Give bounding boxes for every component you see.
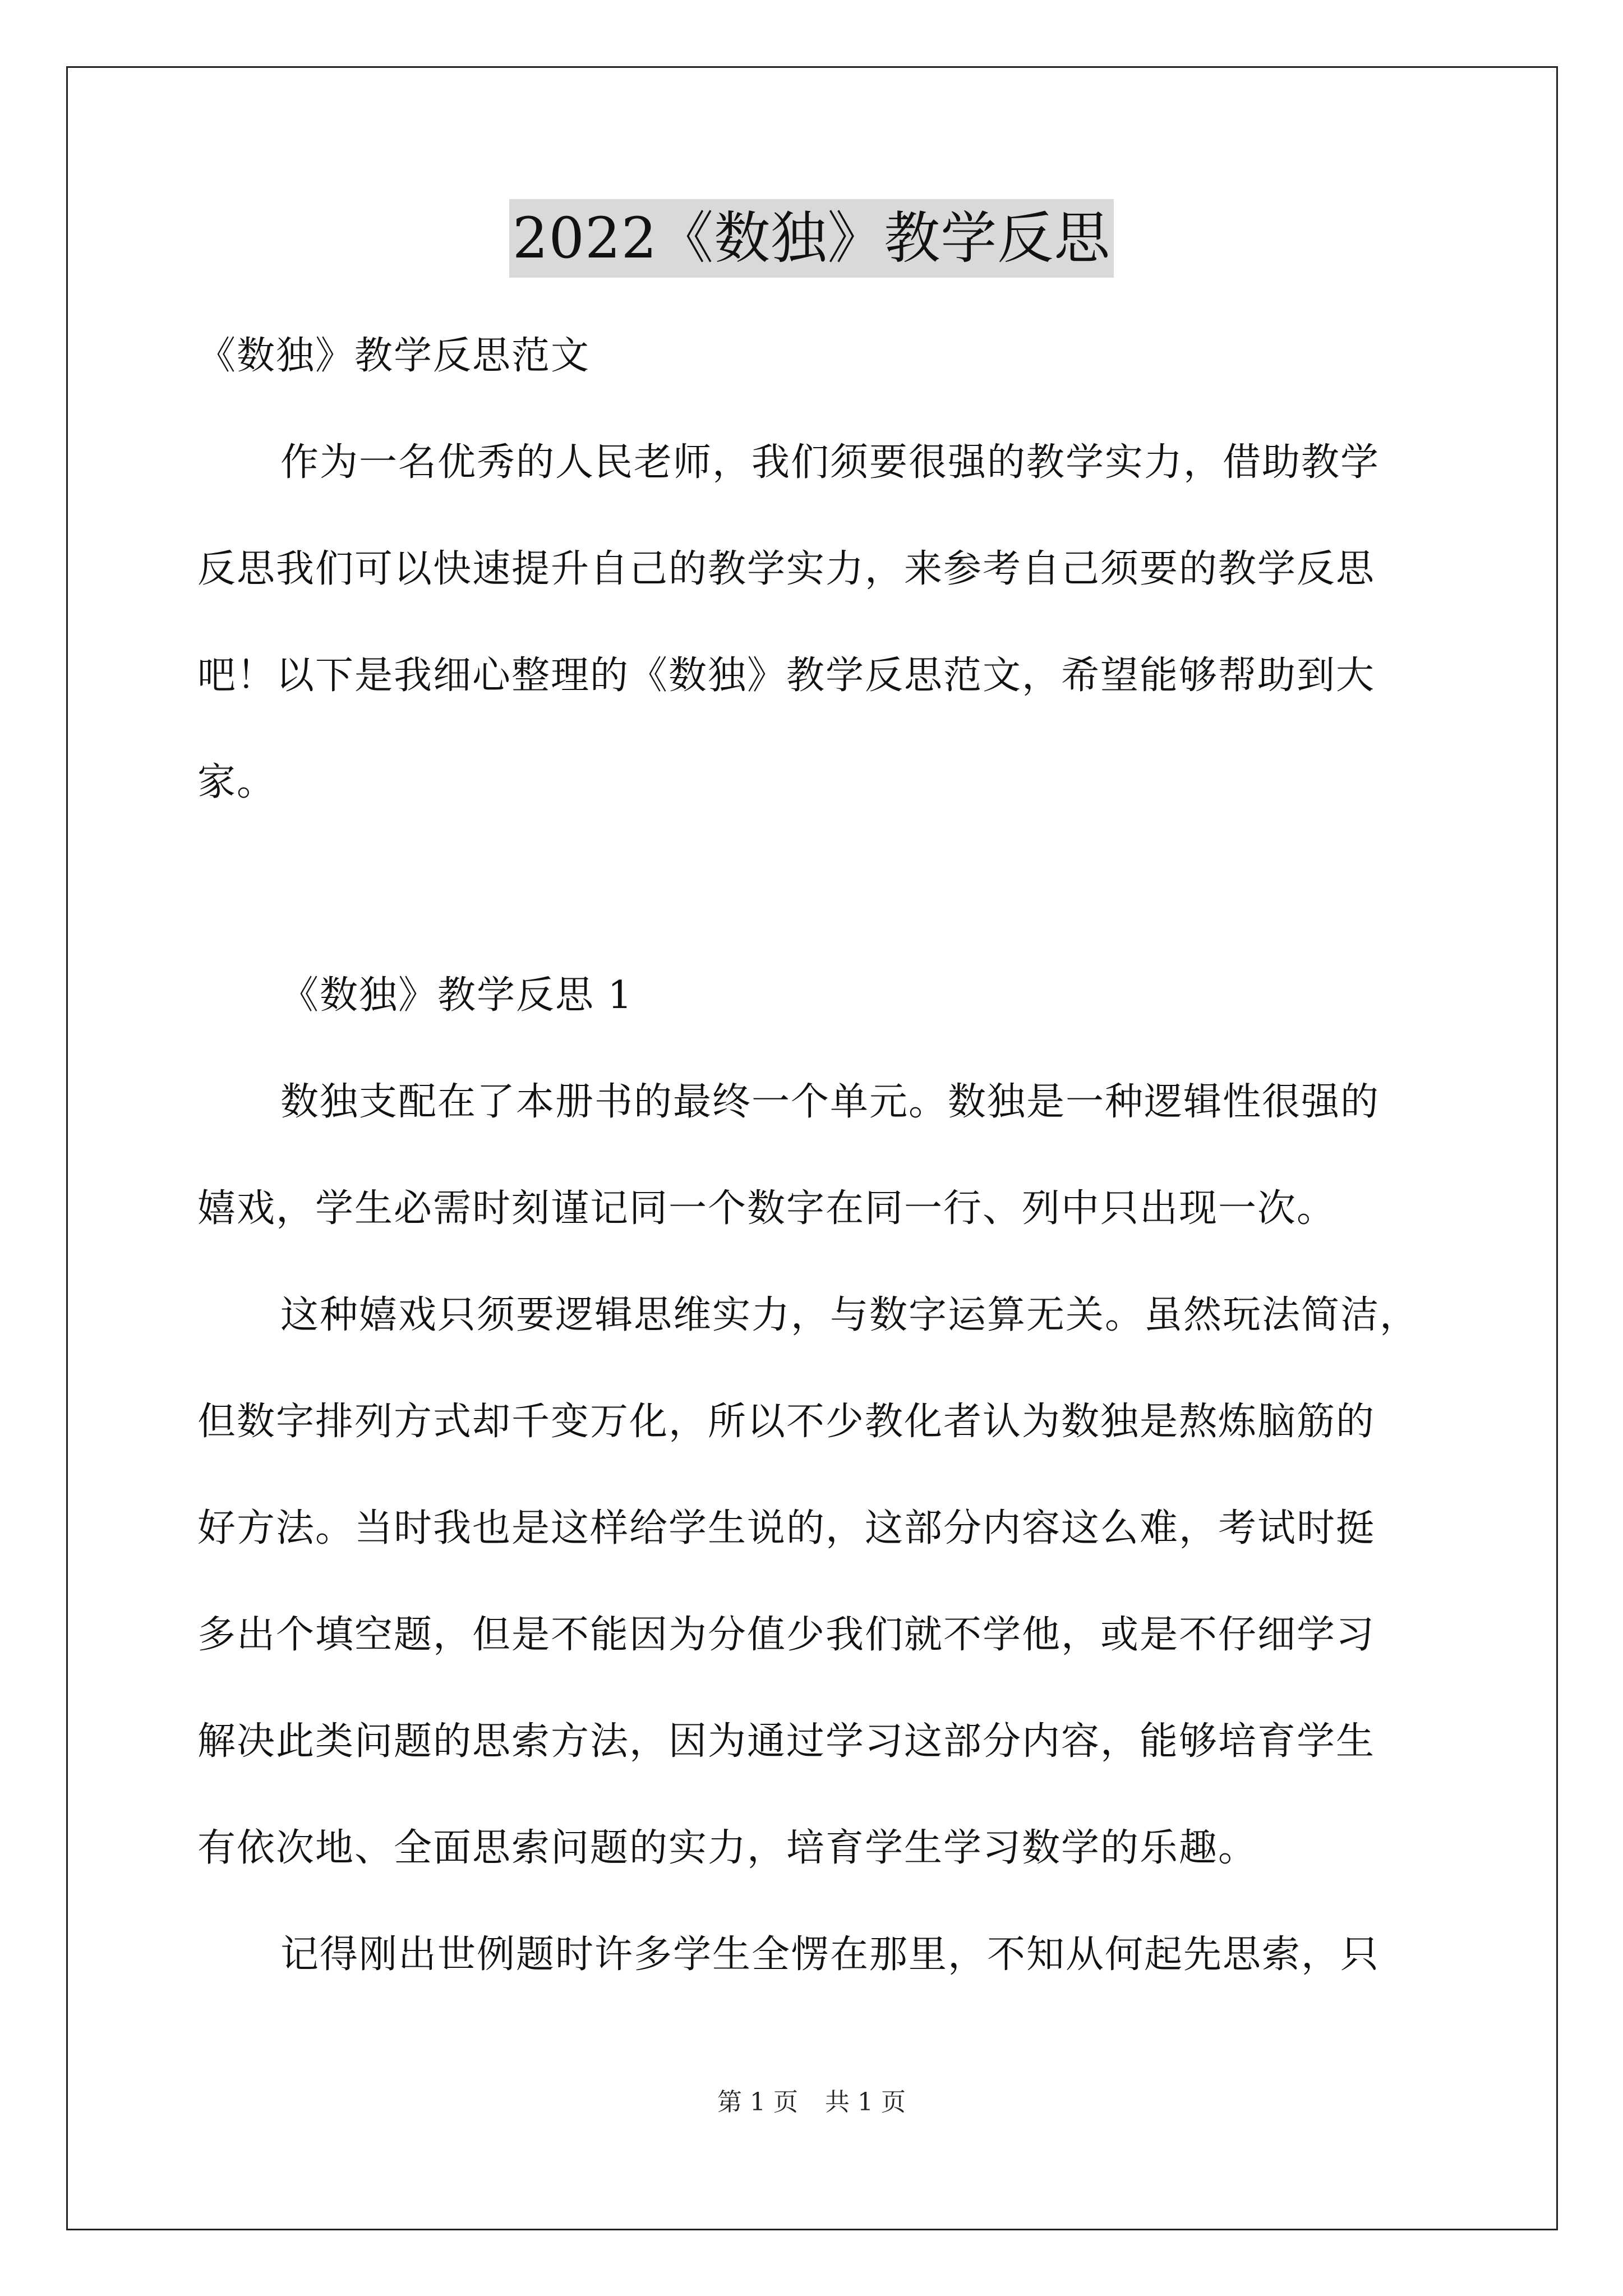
title-container: [0, 199, 1623, 278]
spacer: [197, 836, 1431, 942]
paragraph-line: 记得刚出世例题时许多学生全愣在那里，不知从何起先思索，只: [280, 1932, 1380, 1977]
page-number: 第 1 页: [717, 2088, 798, 2116]
paragraph-line: 多出个填空题，但是不能因为分值少我们就不学他，或是不仔细学习: [197, 1613, 1376, 1657]
page-footer: [0, 2086, 1623, 2119]
intro-line: 吧！以下是我细心整理的《数独》教学反思范文，希望能够帮助到大: [197, 654, 1376, 698]
paragraph-line: 嬉戏，学生必需时刻谨记同一个数字在同一行、列中只出现一次。: [197, 1186, 1336, 1231]
paragraph-line: 好方法。当时我也是这样给学生说的，这部分内容这么难，考试时挺: [197, 1506, 1376, 1550]
intro-line: 作为一名优秀的人民老师，我们须要很强的教学实力，借助教学: [280, 440, 1380, 485]
intro-line: 家。: [197, 760, 276, 804]
paragraph-line: 解决此类问题的思索方法，因为通过学习这部分内容，能够培育学生: [197, 1719, 1376, 1764]
paragraph-line: 但数字排列方式却千变万化，所以不少教化者认为数独是熬炼脑筋的: [197, 1400, 1376, 1444]
page-total: 共 1 页: [825, 2088, 906, 2116]
document-body: [197, 303, 1431, 2008]
subtitle: 《数独》教学反思范文: [197, 334, 591, 378]
intro-line: 反思我们可以快速提升自己的教学实力，来参考自己须要的教学反思: [197, 547, 1376, 591]
document-title: 2022《数独》教学反思: [509, 199, 1114, 278]
section-heading: 《数独》教学反思 1: [280, 973, 633, 1018]
paragraph-line: 这种嬉戏只须要逻辑思维实力，与数字运算无关。虽然玩法简洁，: [280, 1293, 1419, 1337]
paragraph-line: 有依次地、全面思索问题的实力，培育学生学习数学的乐趣。: [197, 1826, 1258, 1870]
paragraph-line: 数独支配在了本册书的最终一个单元。数独是一种逻辑性很强的: [280, 1080, 1380, 1124]
